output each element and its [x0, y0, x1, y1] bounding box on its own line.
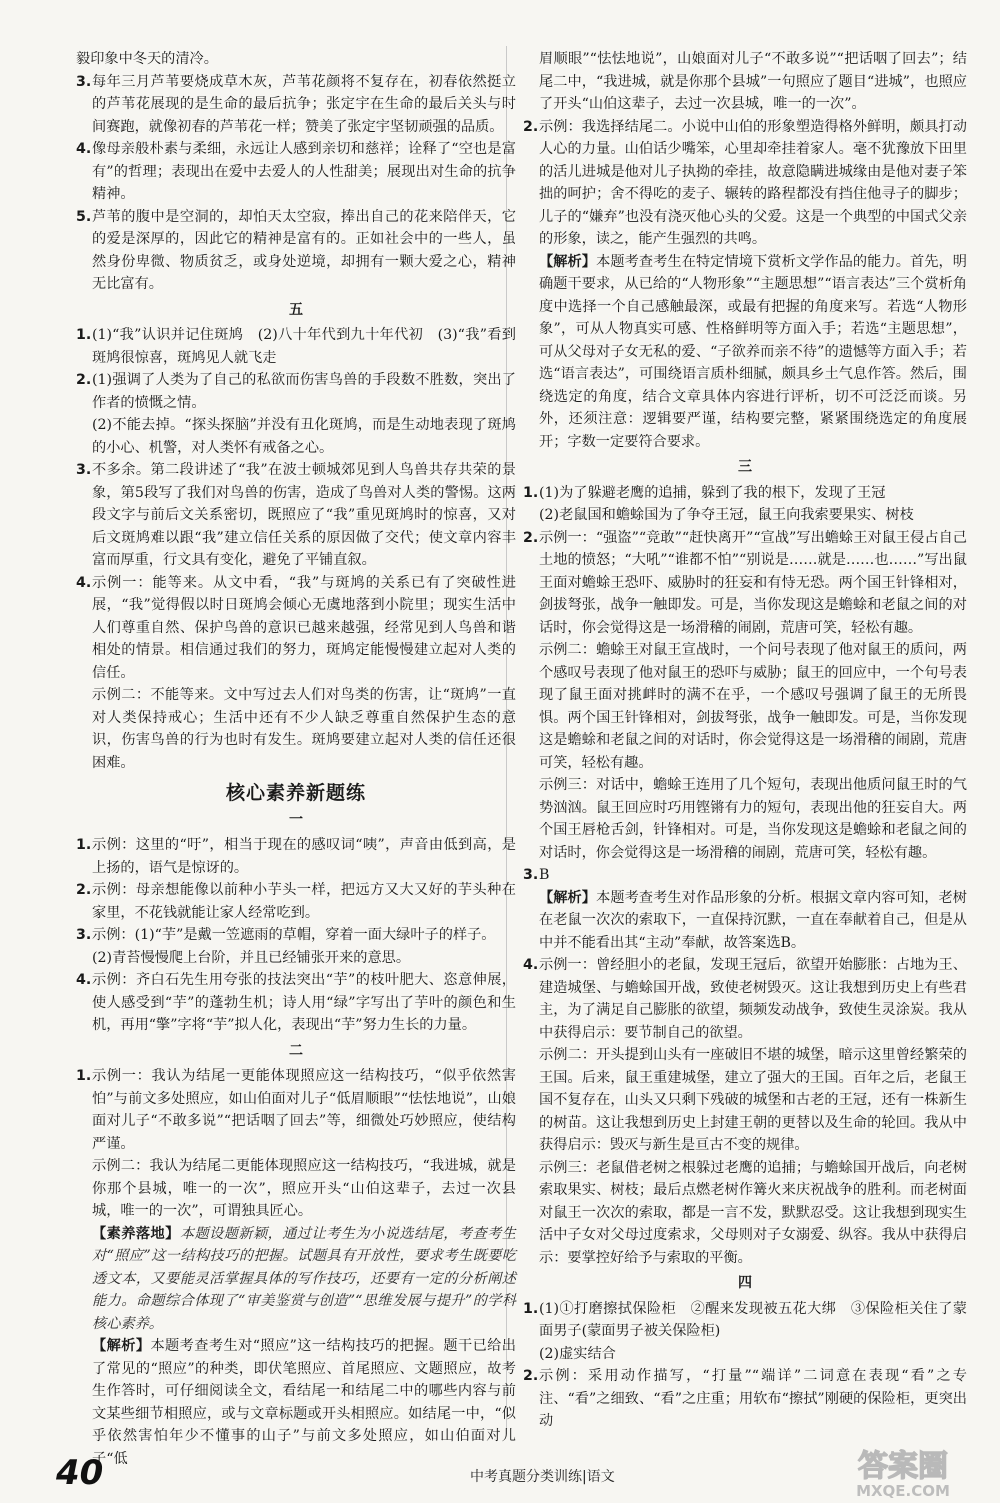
answer-item [76, 459, 516, 572]
item-text: 示例二：开头提到山头有一座破旧不堪的城堡，暗示这里曾经繁荣的王国。后来，鼠王重建城堡，建立了强大的王国。百年之后，老鼠王国不复存在，山头又只剩下残破的城堡和古老的王冠，还有一株新生的树苗。这让我想到历史上封建王朝的更替以及生命的轮回。我从中获得启示：毁灭与新生是亘古不变的规律。 [539, 1047, 967, 1153]
answer-item [76, 324, 516, 369]
answer-subitem [76, 1155, 516, 1223]
item-text: (1)为了躲避老鹰的追捕，躲到了我的根下，发现了王冠 [539, 484, 886, 501]
item-text: 像母亲般朴素与柔细，永远让人感到亲切和慈祥；诠释了“空也是富有”的哲理；表现出在爱中去爱人的人性甜美；展现出对生命的抗争精神。 [92, 141, 516, 202]
section-heading: 四 [738, 1275, 752, 1291]
footer-title [470, 1466, 615, 1486]
item-number: 4. [76, 972, 92, 988]
footer-separator: | [582, 1469, 587, 1485]
analysis-text: 本题考查考生对“照应”这一结构技巧的把握。题干已给出了常见的“照应”的种类，即伏笔照应、首尾照应、文题照应，故考生作答时，可仔细阅读全文，看结尾一和结尾二中的哪些内容与前文某些细节相照应，或与文章标题或开头相照应。如结尾一中，“似乎依然害怕年少不懂事的山子”与前文多处照应，如山伯面对儿子“低 [92, 1338, 516, 1467]
item-number: 2. [523, 1368, 539, 1384]
answer-subitem [523, 1044, 967, 1157]
section-heading: 二 [289, 1042, 303, 1059]
answer-subitem [523, 1343, 967, 1366]
item-text: (2)青苔慢慢爬上台阶，并且已经铺张开来的意思。 [92, 949, 411, 966]
answer-item [76, 369, 516, 414]
answer-item [76, 834, 516, 879]
analysis-text: 本题考查考生对作品形象的分析。根据文章内容可知，老树在老鼠一次次的索取下，一直保持沉默，一直在奉献着自己，但是从中并不能看出其“主动”奉献，故答案选B。 [539, 889, 967, 951]
answer-item [76, 879, 516, 924]
analysis-note [523, 887, 967, 955]
item-text: 示例一：曾经胆小的老鼠，发现王冠后，欲望开始膨胀：占地为王、建造城堡、与蟾蜍国开战，致使老树毁灭。这让我想到历史上有些君主，为了满足自己膨胀的欲望，频频发动战争，致使生灵涂炭。我从中获得启示：要节制自己的欲望。 [539, 957, 967, 1041]
item-text: 示例一：“强盗”“竞敢”“赶快离开”“宣战”写出蟾蜍王对鼠王侵占自己土地的愤怒；“大吼”“谁都不怕”“别说是……就是……也……”写出鼠王面对蟾蜍王恐吓、威胁时的狂妄和有恃无恐。两个国王针锋相对，剑拔弩张，战争一触即发。可是，当你发现这是蟾蜍和老鼠之间的对话时，你会觉得这是一场滑稽的闹剧，荒唐可笑，轻松有趣。 [539, 529, 967, 636]
answer-subitem [523, 504, 967, 527]
item-number: 1. [523, 484, 539, 501]
item-text: 示例：齐白石先生用夸张的技法突出“芋”的枝叶肥大、恣意伸展，使人感受到“芋”的蓬勃生机；诗人用“绿”字写出了芋叶的颜色和生机，再用“擎”字将“芋”拟人化，表现出“芋”努力生长的力量。 [92, 972, 516, 1033]
item-text: 示例：采用动作描写，“打量”“端详”二词意在表现“看”之专注、“看”之细致、“看”之庄重；用软布“擦拭”刚硬的保险柜，更突出动 [539, 1368, 967, 1429]
note-tag: 【素养落地】 [92, 1225, 180, 1242]
item-number: 2. [76, 372, 92, 388]
item-number: 4. [523, 957, 539, 973]
answer-item [523, 954, 967, 1044]
item-number: 1. [76, 1068, 92, 1084]
item-number: 3. [76, 73, 92, 90]
analysis-note [76, 1335, 516, 1470]
item-number: 1. [76, 837, 92, 853]
item-text: (1)①打磨擦拭保险柜 ②醒来发现被五花大绑 ③保险柜关住了蒙面男子(蒙面男子被关保险柜) [539, 1300, 967, 1339]
item-text: 不多余。第二段讲述了“我”在波士顿城郊见到人鸟兽共存共荣的景象，第5段写了我们对鸟兽的伤害，造成了鸟兽对人类的警惕。这两段文字与前后文关系密切，既照应了“我”重见斑鸠时的惊喜，又对后文斑鸠难以跟“我”建立信任关系的原因做了交代；使文章内容丰富而厚重，行文具有变化，避免了平铺直叙。 [92, 462, 516, 568]
answer-item [523, 527, 967, 640]
item-text: (1)强调了人类为了自己的私欲而伤害鸟兽的手段数不胜数，突出了作者的愤慨之情。 [92, 372, 516, 411]
item-text: 示例三：对话中，蟾蜍王连用了几个短句，表现出他质问鼠王时的气势汹汹。鼠王回应时巧用铿锵有力的短句，表现出他的狂妄自大。两个国王唇枪舌剑，针锋相对。可是，当你发现这是蟾蜍和老鼠之间的对话时，你会觉得这是一场滑稽的闹剧，荒唐可笑，轻松有趣。 [539, 777, 967, 861]
item-number: 3. [76, 927, 92, 943]
answer-subitem [523, 774, 967, 864]
watermark-url: MXQE.COM [856, 1482, 950, 1500]
analysis-tag: 【解析】 [92, 1338, 151, 1354]
answer-item [523, 116, 967, 251]
item-text: 示例一：我认为结尾一更能体现照应这一结构技巧，“似乎依然害怕”与前文多处照应，如山伯面对儿子“低眉顺眼”“怯怯地说”，山娘面对儿子“不敢多说”“把话咽了回去”等，细微处巧妙照应，使结构严谨。 [92, 1068, 516, 1152]
section-title: 核心素养新题练 [225, 782, 366, 804]
item-text: (2)老鼠国和蟾蜍国为了争夺王冠，鼠王向我索要果实、树枝 [539, 507, 914, 523]
item-text: 眉顺眼”“怯怯地说”，山娘面对儿子“不敢多说”“把话咽了回去”；结尾二中，“我进城，就是你那个县城”一句照应了题目“进城”，也照应了开头“山伯这辈子，去过一次县城，唯一的一次”。 [539, 51, 967, 112]
literacy-note [76, 1223, 516, 1336]
answer-item [523, 864, 967, 887]
page-number: 40 [56, 1453, 104, 1493]
answer-subitem [523, 639, 967, 774]
item-text: 示例一：能等来。从文中看，“我”与斑鸠的关系已有了突破性进展，“我”觉得假以时日斑鸠会倾心无虞地落到小院里；现实生活中人们尊重自然、保护鸟兽的意识已越来越强，经常见到人鸟兽和谐相处的情景。相信通过我们的努力，斑鸠定能慢慢建立起对人类的信任。 [92, 574, 516, 681]
item-text: 示例二：蟾蜍王对鼠王宣战时，一个问号表现了他对鼠王的质问，两个感叹号表现了他对鼠王的恐吓与威胁；鼠王的回应中，一个句号表现了鼠王面对挑衅时的满不在乎，一个感叹号强调了鼠王的无所畏惧。两个国王针锋相对，剑拔弩张，战争一触即发。可是，当你发现这是蟾蜍和老鼠之间的对话时，你会觉得这是一场滑稽的闹剧，荒唐可笑，轻松有趣。 [539, 642, 967, 771]
item-text: 示例：(1)“芋”是戴一笠遮雨的草帽，穿着一面大绿叶子的样子。 [92, 927, 496, 943]
item-number: 2. [523, 529, 539, 546]
answer-item [76, 206, 516, 296]
answer-item [523, 1298, 967, 1343]
item-number: 2. [523, 118, 539, 135]
item-number: 4. [76, 141, 92, 157]
item-text: 每年三月芦苇要烧成草木灰，芦苇花颜将不复存在，初春依然挺立的芦苇花展现的是生命的最后抗争；张定宇在生命的最后关头与时间赛跑，就像初春的芦苇花一样；赞美了张定宇坚韧顽强的品质。 [92, 73, 516, 135]
left-column [76, 48, 516, 1470]
item-text: (1)“我”认识并记住斑鸠 (2)八十年代到九十年代初 (3)“我”看到斑鸠很惊喜，斑鸠见人就飞走 [92, 327, 516, 366]
answer-continuation [523, 48, 967, 116]
answer-item [523, 1365, 967, 1433]
section-heading: 一 [289, 811, 303, 828]
item-number: 3. [523, 867, 539, 883]
item-number: 1. [523, 1300, 539, 1317]
section-heading: 三 [738, 459, 752, 475]
item-text: 芦苇的腹中是空洞的，却怕天太空寂，捧出自己的花来陪伴天，它的爱是深厚的，因此它的精神是富有的。正如社会中的一些人，虽然身份卑微、物质贫乏，或身处逆境，却拥有一颗大爱之心，精神无比富有。 [92, 208, 516, 292]
item-text: B [539, 867, 550, 883]
item-text: (2)不能去掉。“探头探脑”并没有丑化斑鸠，而是生动地表现了斑鸠的小心、机警，对人类怀有戒备之心。 [92, 417, 516, 456]
section-heading: 五 [289, 301, 303, 318]
answer-item [76, 138, 516, 206]
item-text: 示例：这里的“吁”，相当于现在的感叹词“咦”，声音由低到高，是上扬的，语气是惊讶的。 [92, 837, 516, 876]
item-text: 示例：我选择结尾二。小说中山伯的形象塑造得格外鲜明，颇具打动人心的力量。山伯话少嘴笨，心里却牵挂着家人。毫不犹豫放下田里的活儿进城是他对儿子执拗的牵挂，故意隐瞒进城缘由是他对妻子笨拙的呵护；舍不得吃的麦子、辗转的路程都没有挡住他寻子的脚步；儿子的“嫌弃”也没有浇灭他心头的父爱。这是一个典型的中国式父亲的形象，读之，能产生强烈的共鸣。 [539, 118, 967, 247]
answer-item [76, 969, 516, 1037]
item-text: 示例二：我认为结尾二更能体现照应这一结构技巧，“我进城，就是你那个县城，唯一的一次”，照应开头“山伯这辈子，去过一次县城，唯一的一次”，可谓独具匠心。 [92, 1158, 516, 1219]
answer-item [76, 924, 516, 947]
paragraph: 毅印象中冬天的清冷。 [76, 51, 218, 67]
item-text: 示例三：老鼠借老树之根躲过老鹰的追捕；与蟾蜍国开战后，向老树索取果实、树枝；最后点燃老树作篝火来庆祝战争的胜利。而老树面对鼠王一次次的索取，都是一言不发，默默忍受。这让我想到现实生活中子女对父母过度索求，父母则对子女溺爱、纵容。我从中获得启示：要掌控好给予与索取的平衡。 [539, 1159, 967, 1266]
note-text: 本题设题新颖，通过让考生为小说选结尾，考查考生对“照应”这一结构技巧的把握。试题具有开放性，要求考生既要吃透文本，又要能灵活掌握具体的写作技巧，还要有一定的分析阐述能力。命题综合体现了“审美鉴赏与创造”“思维发展与提升”的学科核心素养。 [92, 1225, 516, 1332]
book-title: 中考真题分类训练 [470, 1469, 582, 1485]
answer-item [76, 71, 516, 139]
answer-item [523, 482, 967, 505]
analysis-tag: 【解析】 [539, 253, 597, 270]
analysis-text: 本题考查考生在特定情境下赏析文学作品的能力。首先，明确题干要求，从已给的“人物形象”“主题思想”“语言表达”三个赏析角度中选择一个自己感触最深，或最有把握的角度来写。若选“人物形象”，可从人物真实可感、性格鲜明等方面入手；若选“主题思想”，可从父母对子女无私的爱、“子欲养而亲不待”的遗憾等方面入手；若选“语言表达”，可围绕语言质朴细腻，颇具乡土气息作答。然后，围绕选定的角度，结合文章具体内容进行评析，切不可泛泛而谈。另外，还须注意：逻辑要严谨，结构要完整，紧紧围绕选定的角度展开；字数一定要符合要求。 [539, 253, 967, 450]
item-number: 5. [76, 208, 92, 225]
answer-subitem [523, 1157, 967, 1270]
analysis-tag: 【解析】 [539, 889, 597, 906]
item-text: 示例：母亲想能像以前种小芋头一样，把远方又大又好的芋头种在家里，不花钱就能让家人经常吃到。 [92, 882, 516, 921]
item-number: 3. [76, 462, 92, 478]
analysis-note [523, 251, 967, 454]
subject-label: 语文 [586, 1469, 615, 1485]
answer-subitem [76, 684, 516, 774]
answer-subitem [76, 414, 516, 459]
right-column [523, 48, 967, 1433]
answer-item [76, 1065, 516, 1155]
watermark-logo [828, 1446, 978, 1500]
answer-subitem [76, 947, 516, 970]
item-number: 4. [76, 574, 92, 591]
item-text: 示例二：不能等来。文中写过去人们对鸟类的伤害，让“斑鸠”一直对人类保持戒心；生活中还有不少人缺乏尊重自然保护生态的意识，伤害鸟兽的行为也时有发生。斑鸠要建立起对人类的信任还很困难。 [92, 687, 516, 771]
answer-item [76, 572, 516, 685]
item-number: 2. [76, 882, 92, 898]
item-number: 1. [76, 327, 92, 343]
watermark-text: 答案圈 [858, 1449, 948, 1484]
item-text: (2)虚实结合 [539, 1345, 616, 1362]
